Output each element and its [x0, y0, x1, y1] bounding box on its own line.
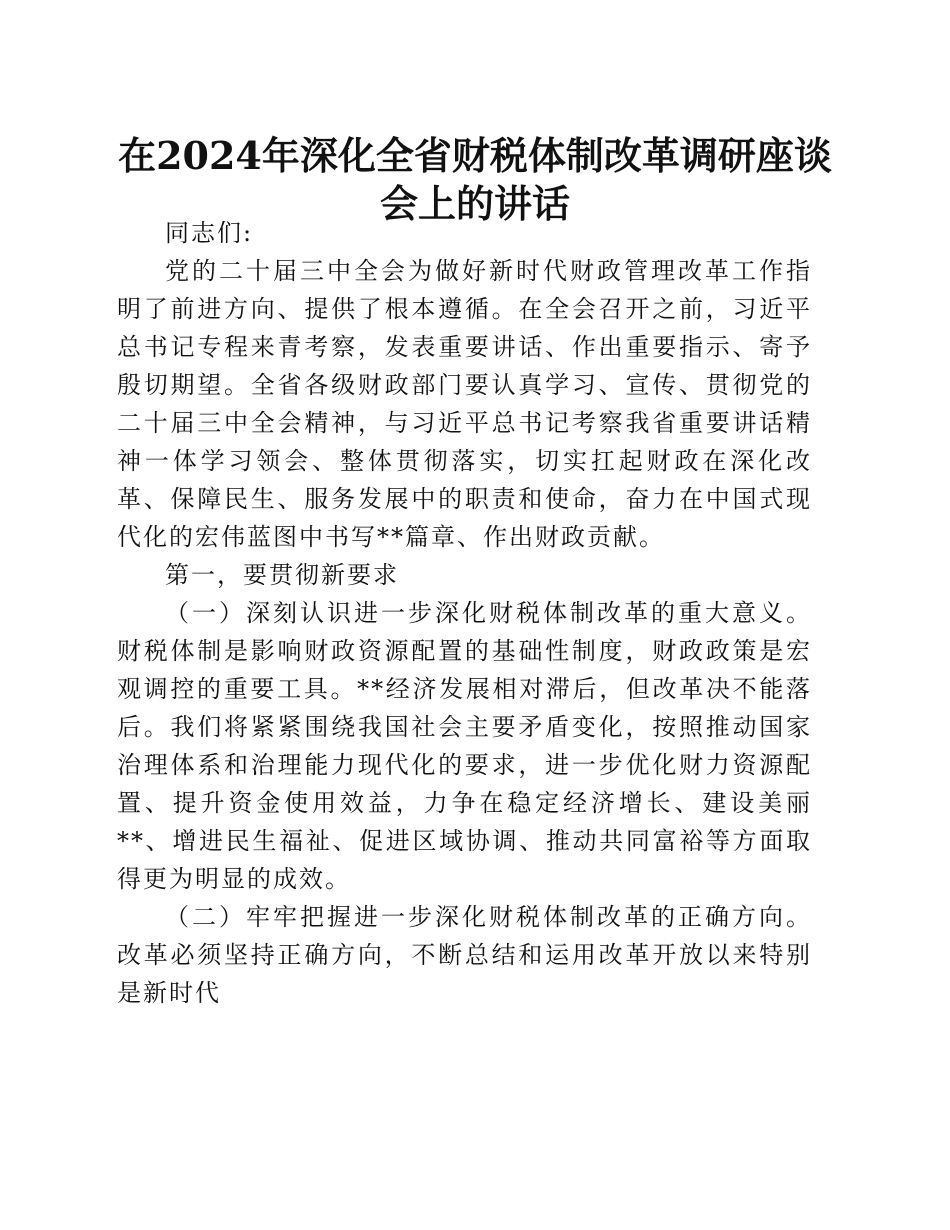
paragraph-intro: 党的二十届三中全会为做好新时代财政管理改革工作指明了前进方向、提供了根本遵循。在全会召开之前，习近平总书记专程来青考察，发表重要讲话、作出重要指示、寄予殷切期望。全省各级财政部门要认真学习、宣传、贯彻党的二十届三中全会精神，与习近平总书记考察我省重要讲话精神一体学习领会、整体贯彻落实，切实扛起财政在深化改革、保障民生、服务发展中的职责和使命，奋力在中国式现代化的宏伟蓝图中书写**篇章、作出财政贡献。	[117, 257, 812, 551]
salutation: 同志们:	[165, 219, 254, 247]
section-one-heading: 第一，要贯彻新要求	[165, 561, 399, 589]
paragraph-point-two: （二）牢牢把握进一步深化财税体制改革的正确方向。改革必须坚持正确方向，不断总结和运用改革开放以来特别是新时代	[117, 903, 812, 1007]
document-body	[117, 214, 812, 1012]
paragraph-point-one: （一）深刻认识进一步深化财税体制改革的重大意义。财税体制是影响财政资源配置的基础性制度，财政政策是宏观调控的重要工具。**经济发展相对滞后，但改革决不能落后。我们将紧紧围绕我国社会主要矛盾变化，按照推动国家治理体系和治理能力现代化的要求，进一步优化财力资源配置、提升资金使用效益，力争在稳定经济增长、建设美丽**、增进民生福祉、促进区域协调、推动共同富裕等方面取得更为明显的成效。	[117, 599, 812, 893]
document-title: 在2024年深化全省财税体制改革调研座谈会上的讲话	[118, 133, 832, 226]
